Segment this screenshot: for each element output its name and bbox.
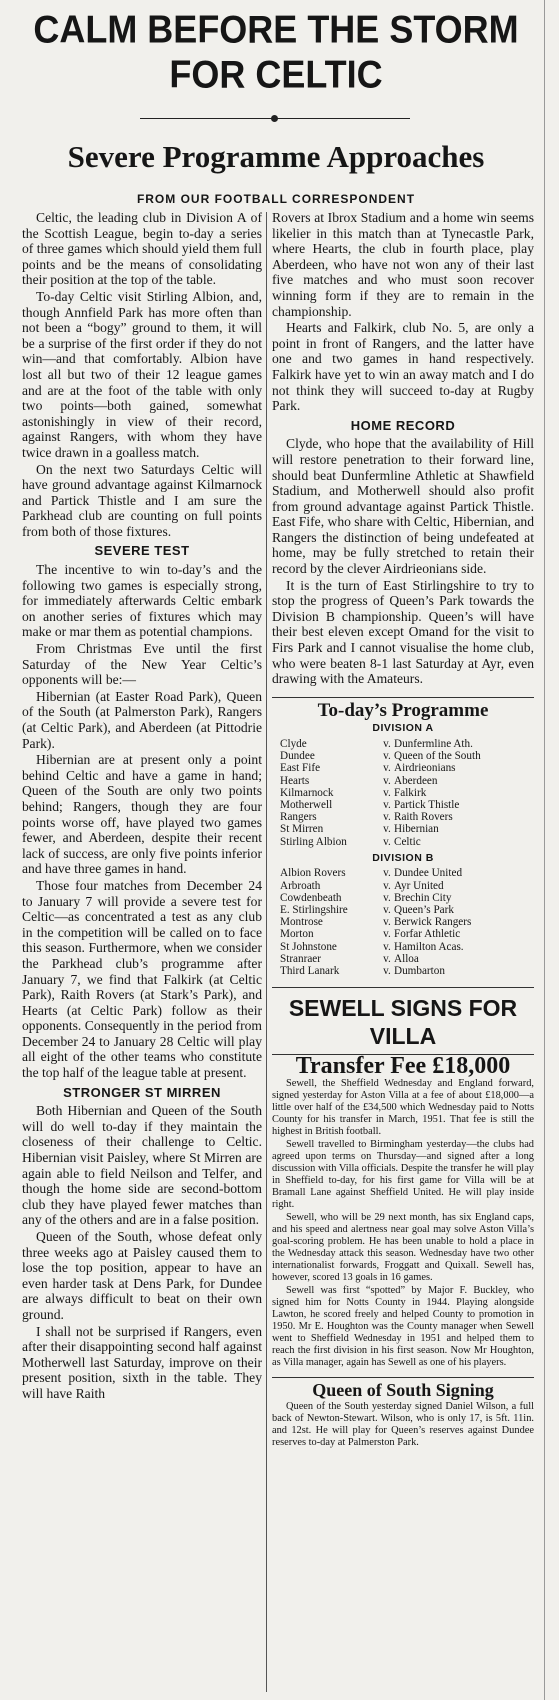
fixture-row [272,965,534,977]
division-b-title: DIVISION B [372,851,434,864]
fixture-row [272,762,534,774]
fixture-versus: v. [383,916,391,929]
fixture-versus: v. [383,940,391,953]
fixture-away-team: Celtic [394,835,421,848]
column-divider [266,212,267,1692]
fixture-away-team: Alloa [394,952,419,965]
fixture-versus: v. [383,891,391,904]
adjacent-column-edge-left [0,100,11,720]
fixture-row [272,867,534,879]
fixture-row [272,953,534,965]
fixture-home-team: Stirling Albion [280,835,347,848]
fixture-row [272,880,534,892]
programme-title: To-day’s Programme [272,697,534,719]
fixture-row [272,775,534,787]
paragraph: I shall not be surprised if Rangers, even after their disappointing second half against Motherwell last Saturday, improve on their present position, sixth in the table. They will have Raith [22,1323,262,1401]
fixture-away-team: Forfar Athletic [394,928,461,941]
paragraph: Clyde, who hope that the availability of Hill will restore penetration to their forward line, should beat Dunfermline Athletic at Shawfield Stadium, and Motherwell should also profit from ground advantage against Partick Thistle. East Fife, who share with Celtic, Hibernian, and Rangers the distinction of being undefeated at home, may be fully stretched to retain their record by the clever Airdrieonians side. [272,436,534,577]
fixture-away-team: Airdrieonians [394,762,456,775]
fixture-away-team: Dunfermline Ath. [394,738,473,750]
fixture-away-team: Aberdeen [394,774,438,787]
queen-headline: Queen of South Signing [272,1377,534,1399]
fixture-row [272,941,534,953]
fixture-versus: v. [383,738,391,750]
paragraph: Hibernian are at present only a point behind Celtic and have a game in hand; Queen of the South are only two points behind; Rangers, though they are four points worse off, have played two games fewer, and Aberdeen, despite their recent lack of success, are only five points inferior and have three games in hand. [22,752,262,877]
fixture-versus: v. [383,799,391,812]
division-a-title: DIVISION A [372,722,434,735]
article-column-left [22,210,262,1403]
fixture-home-team: Cowdenbeath [280,891,342,904]
paragraph: To-day Celtic visit Stirling Albion, and, though Annfield Park has more often than not been a “bogy” ground to them, it will be a surprise of the first order if they do not win—and that comfortably. Albion have lost all but two of their 12 league games and are at the foot of the table with only two points—both gained, somewhat astonishingly in view of their record, against Rangers, with whom they have twice drawn in a goalless match. [22,288,262,460]
section-heading: STRONGER ST MIRREN [63,1084,221,1100]
fixture-versus: v. [383,823,391,836]
paragraph: On the next two Saturdays Celtic will have ground advantage against Kilmarnock and Partick Thistle and I am sure the Parkhead club are counting on full points from both of those fixtures. [22,461,262,539]
headline-divider [140,118,410,119]
fixture-home-team: Stranraer [280,952,321,965]
fixture-versus: v. [383,811,391,824]
fixture-row [272,811,534,823]
adjacent-column-edge-right [544,0,559,1700]
byline: FROM OUR FOOTBALL CORRESPONDENT [136,192,416,206]
fixture-away-team: Hamilton Acas. [394,940,464,953]
fixture-home-team: East Fife [280,762,321,775]
division-b-fixtures [272,867,534,977]
fixture-away-team: Partick Thistle [394,799,460,812]
fixture-home-team: Kilmarnock [280,786,334,799]
sewell-headline: SEWELL SIGNS FOR VILLA [272,987,534,1050]
fixture-home-team: Arbroath [280,879,321,892]
fixture-versus: v. [383,965,391,978]
sewell-paragraph: Sewell travelled to Birmingham yesterday—the clubs had agreed upon terms on Thursday—and signed after a long discussion with Villa officials. Despite the transfer he will play in Sheffield to-day, for his first game for Villa will be at Bramall Lane against Sheffield United. He will play inside right. [272,1138,534,1210]
fixture-away-team: Falkirk [394,786,427,799]
fixture-row [272,916,534,928]
section-heading: HOME RECORD [350,417,456,433]
paragraph: Hibernian (at Easter Road Park), Queen of the South (at Palmerston Park), Rangers (at Celtic Park), and Aberdeen (at Pittodrie Park). [22,688,262,751]
fixture-home-team: Hearts [280,774,310,787]
fixture-away-team: Berwick Rangers [394,916,472,929]
fixture-home-team: Rangers [280,811,317,824]
division-a-fixtures [272,738,534,848]
fixture-home-team: Motherwell [280,799,333,812]
fixture-home-team: Third Lanark [280,965,340,978]
paragraph: From Christmas Eve until the first Saturday of the New Year Celtic’s opponents will be:— [22,641,262,688]
queen-paragraph: Queen of the South yesterday signed Daniel Wilson, a full back of Newton-Stewart. Wilson, who is only 17, is 5ft. 11in. and 12st. He will play for Queen’s reserves against Dundee reserves to-day at Palmerston Park. [272,1401,534,1449]
fixture-home-team: St Johnstone [280,940,337,953]
fixture-row [272,823,534,835]
fixture-versus: v. [383,786,391,799]
paragraph: It is the turn of East Stirlingshire to try to stop the progress of Queen’s Park towards the Division B championship. Queen’s will have their best eleven except Omand for the visit to Firs Park and I cannot visualise the home club, who were beaten 8-1 last Saturday at Ayr, even drawing with the Amateurs. [272,577,534,687]
fixture-away-team: Queen of the South [394,750,481,763]
subheadline: Severe Programme Approaches [67,139,485,174]
paragraph: The incentive to win to-day’s and the following two games is especially strong, for immediately afterwards Celtic embark on another series of fixtures which may make or mar them as potential champions. [22,562,262,640]
fixture-away-team: Hibernian [394,823,439,836]
fixture-home-team: Clyde [280,738,307,750]
fixture-versus: v. [383,867,391,880]
fixture-versus: v. [383,952,391,965]
fixture-home-team: Montrose [280,916,323,929]
fixture-versus: v. [383,879,391,892]
sewell-paragraph: Sewell was first “spotted” by Major F. Buckley, who signed him for Notts County in 1944. Playing alongside Lawton, he scored freely and helped County to promotion in 1950. Mr E. Houghton was the County manager when Sewell went to Sheffield Wednesday in 1951 and helped them to reach the first division in his first season. Now Mr Houghton, as Villa manager, again has Sewell as one of his players. [272,1284,534,1368]
fixture-versus: v. [383,928,391,941]
fixture-away-team: Dundee United [394,867,463,880]
fixture-versus: v. [383,904,391,917]
fixture-away-team: Queen’s Park [394,904,454,917]
fixture-away-team: Raith Rovers [394,811,453,824]
fixture-row [272,750,534,762]
fixture-versus: v. [383,835,391,848]
fixture-row [272,892,534,904]
article-column-right [272,210,534,1450]
fixture-versus: v. [383,774,391,787]
fixture-away-team: Ayr United [394,879,444,892]
paragraph: Hearts and Falkirk, club No. 5, are only a point in front of Rangers, and the latter have one and two games in hand respectively. Falkirk have yet to win an away match and I do not think they will succeed to-day at Rugby Park. [272,320,534,414]
fixture-row [272,787,534,799]
headline: CALM BEFORE THE STORM FOR CELTIC [33,6,519,97]
fixture-home-team: Morton [280,928,314,941]
fixture-versus: v. [383,750,391,763]
fixture-home-team: St Mirren [280,823,324,836]
transfer-headline: Transfer Fee £18,000 [272,1054,534,1075]
fixture-home-team: E. Stirlingshire [280,904,348,917]
fixture-home-team: Dundee [280,750,315,763]
fixture-row [272,738,534,750]
fixture-home-team: Albion Rovers [280,867,346,880]
fixture-row [272,836,534,848]
fixture-away-team: Brechin City [394,891,452,904]
fixture-versus: v. [383,762,391,775]
fixture-row [272,904,534,916]
paragraph: Those four matches from December 24 to January 7 will provide a severe test for Celtic—as concentrated a test as any club in the competition will be called on to face this season. Furthermore, when we consider the Parkhead club’s programme after January 7, we find that Falkirk (at Celtic Park), Raith Rovers (at Stark’s Park), and Hearts (at Celtic Park) follow as their opponents. Consequently in the period from December 24 to January 28 Celtic will play all eight of the other teams who constitute the top half of the league table at present. [22,877,262,1081]
fixture-row [272,928,534,940]
paragraph: Both Hibernian and Queen of the South will do well to-day if they maintain the closeness of their challenge to Celtic. Hibernian visit Paisley, where St Mirren are again able to field Neilson and Telfer, and though the home side are second-bottom club they have played fewer matches than any of the others and are in a false position. [22,1103,262,1228]
section-heading: SEVERE TEST [94,543,190,559]
fixture-row [272,799,534,811]
paragraph: Queen of the South, whose defeat only three weeks ago at Paisley caused them to lose the top position, appear to have an even harder task at Dens Park, for Dundee are always difficult to beat on their own ground. [22,1229,262,1322]
paragraph: Rovers at Ibrox Stadium and a home win seems likelier in this match than at Tynecastle Park, where Hearts, the club in fourth place, play Aberdeen, who have not won any of their last five matches and who must soon recover winning form if they are to remain in the championship. [272,210,534,319]
sewell-paragraph: Sewell, who will be 29 next month, has six England caps, and his speed and alertness near goal may solve Aston Villa’s goal-scoring problem. He has been unable to hold a place in the Wednesday attack this season. Wednesday have two other internationalist forwards, Froggatt and Quixall. Sewell has, however, scored 13 goals in 16 games. [272,1211,534,1283]
fixture-away-team: Dumbarton [394,965,445,978]
paragraph: Celtic, the leading club in Division A of the Scottish League, begin to-day a series of three games which should yield them full points and be the means of consolidating their position at the top of the table. [22,210,262,288]
sewell-paragraph: Sewell, the Sheffield Wednesday and England forward, signed yesterday for Aston Villa at a fee of about £18,000—a little over half of the £34,500 which Wednesday paid to Notts County for his transfer in March, 1951. That fee is still the highest in British football. [272,1077,534,1137]
